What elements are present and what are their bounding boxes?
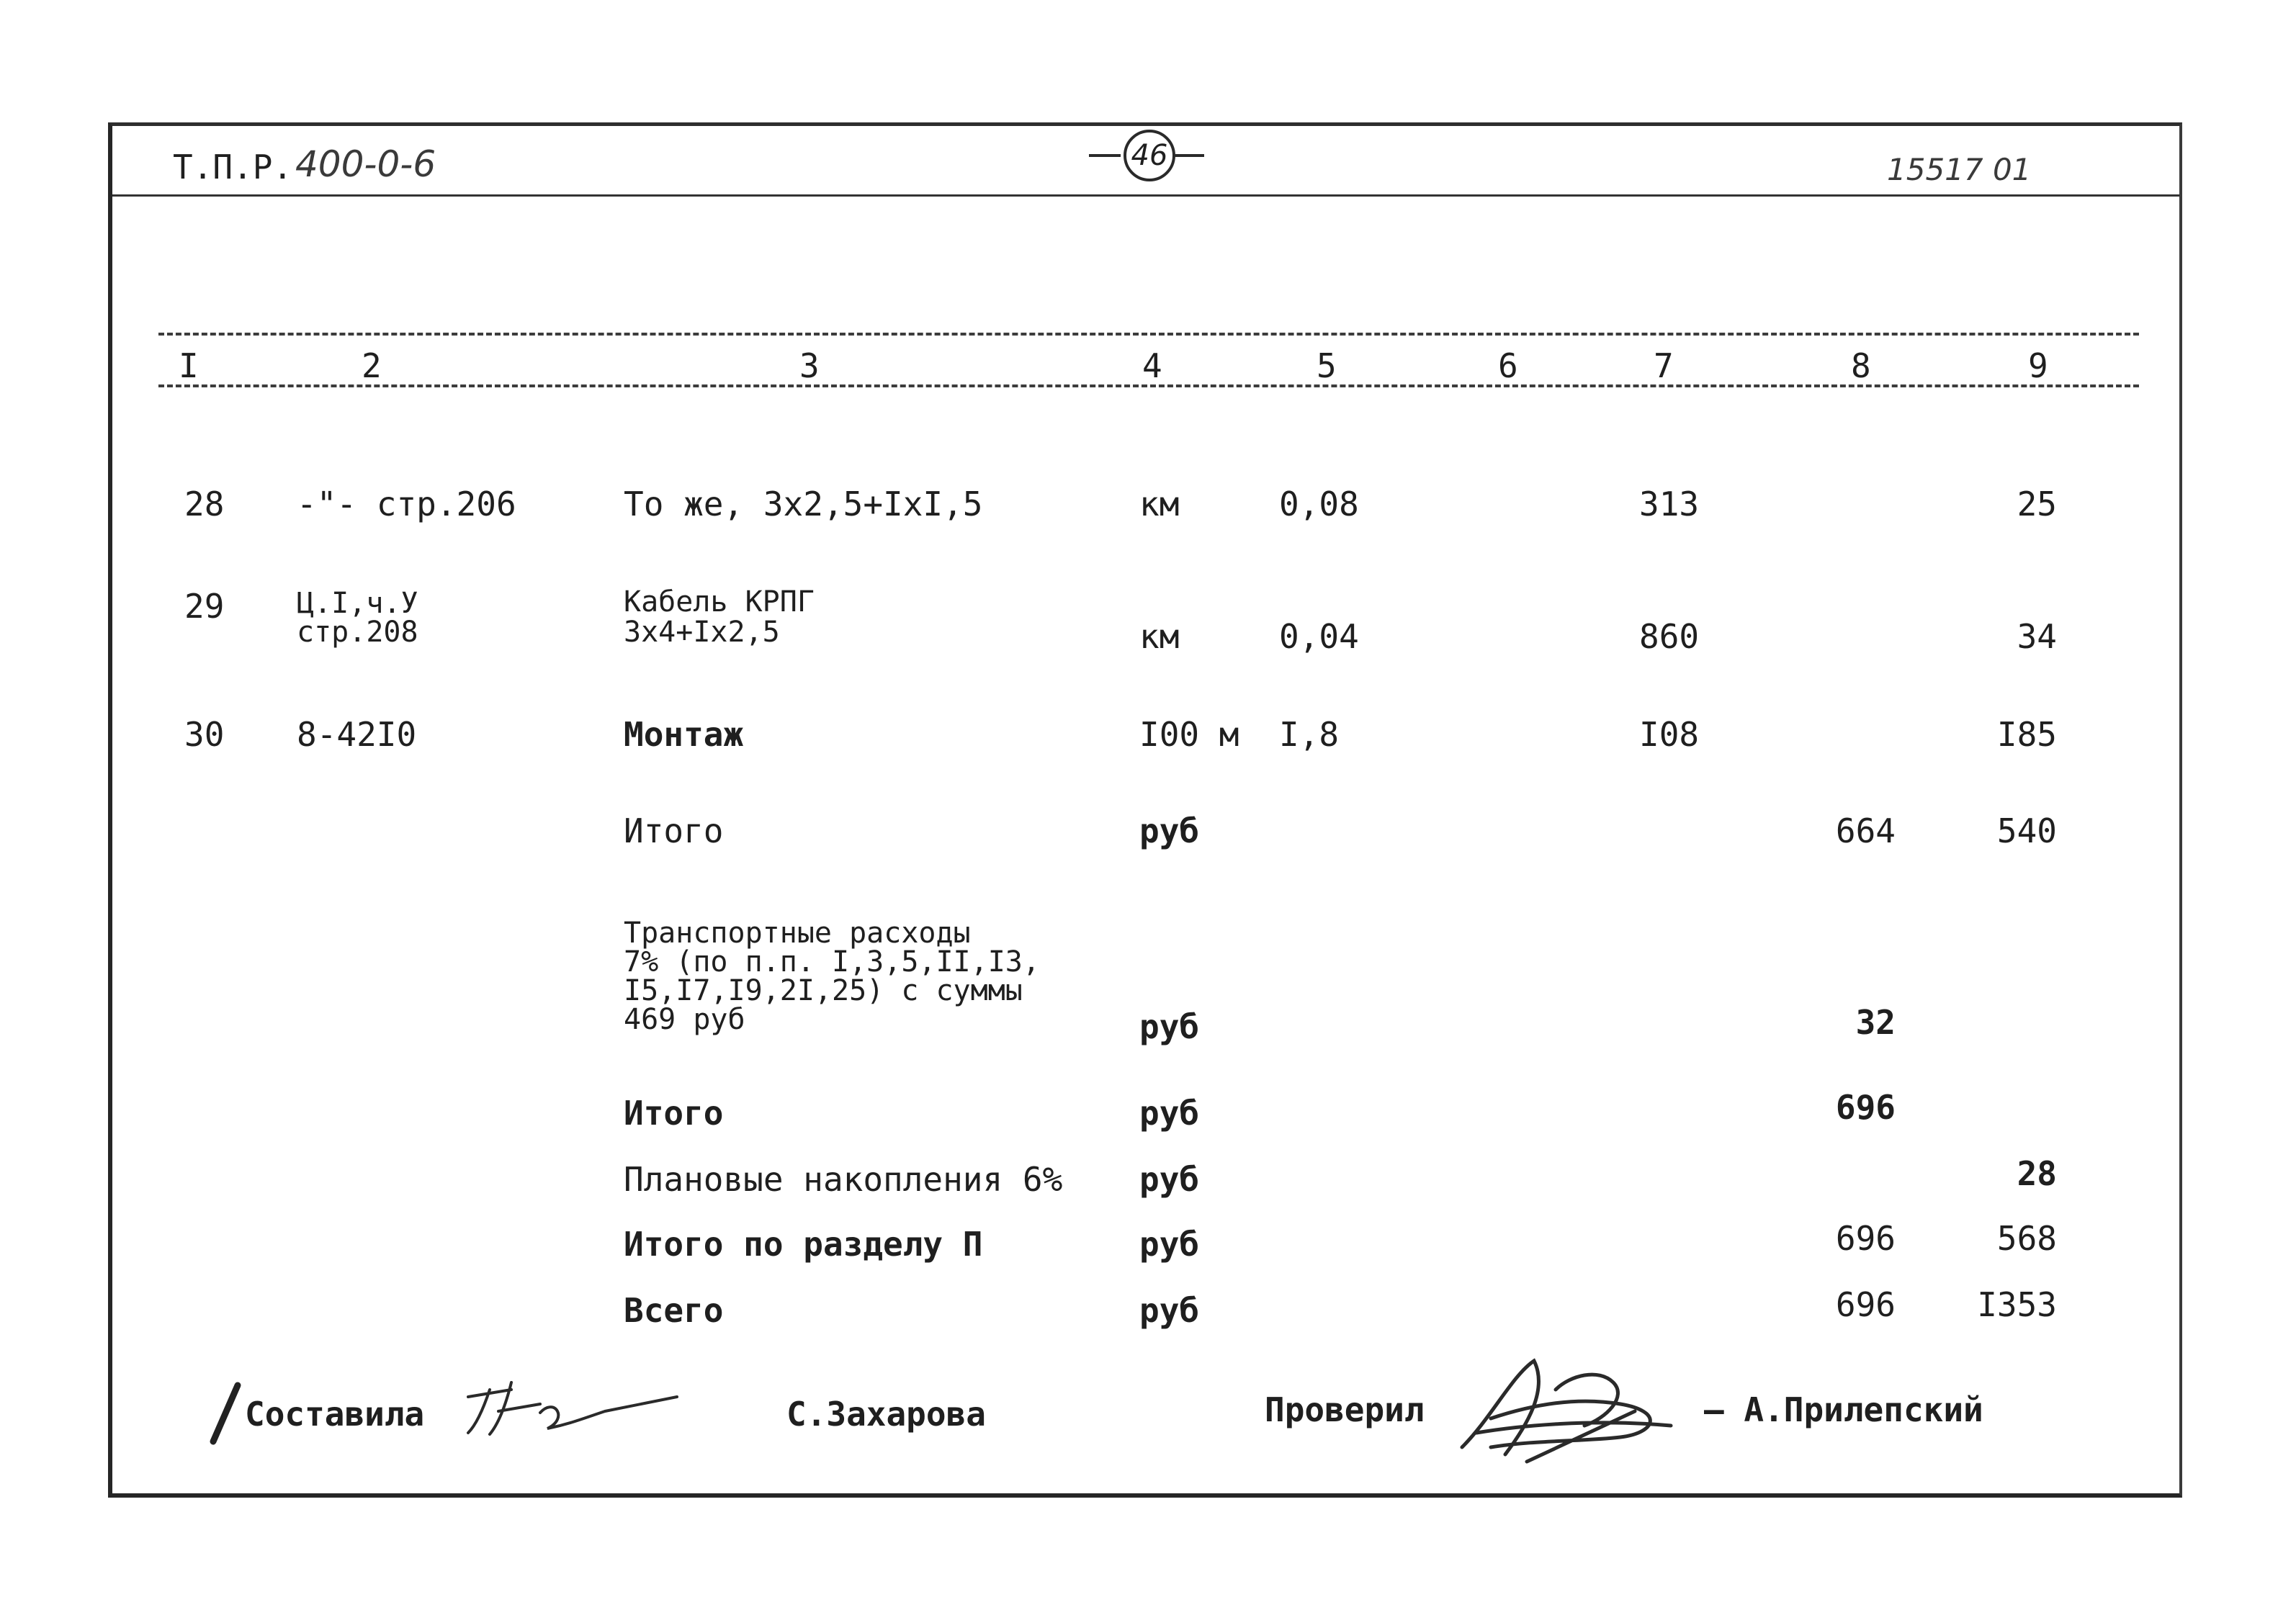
checked-label: Проверил <box>1265 1390 1425 1429</box>
doc-id: 15517 01 <box>1887 152 2032 187</box>
row-29-name: Кабель КРПГ <box>624 585 815 618</box>
pen-mark-icon <box>203 1381 246 1447</box>
row-30-name: Монтаж <box>624 715 744 754</box>
row-29-number: 29 <box>184 587 225 626</box>
subtotal-2-unit: руб <box>1139 1094 1200 1133</box>
checker-signature-icon <box>1448 1346 1685 1469</box>
planned-savings-unit: руб <box>1139 1160 1200 1199</box>
grand-total-col9: I353 <box>1977 1285 2057 1324</box>
subtotal-1-unit: руб <box>1139 811 1200 850</box>
column-header-8: 8 <box>1851 346 1871 385</box>
transport-line-4: 469 руб <box>624 1003 745 1036</box>
header-rule <box>112 194 2179 197</box>
row-29-quantity: 0,04 <box>1279 617 1359 656</box>
subtotal-1-col9: 540 <box>1996 811 2057 850</box>
planned-savings-col9: 28 <box>2017 1154 2057 1193</box>
row-28-quantity: 0,08 <box>1279 485 1359 523</box>
transport-line-1: Транспортные расходы <box>624 917 971 950</box>
section-total-col8: 696 <box>1835 1219 1896 1258</box>
row-28-unit: км <box>1139 485 1180 523</box>
row-30-number: 30 <box>184 715 225 754</box>
column-header-6: 6 <box>1498 346 1518 385</box>
page-number: 46 <box>1124 130 1175 181</box>
row-29-unit: км <box>1139 617 1180 656</box>
row-29-price: 860 <box>1639 617 1700 656</box>
row-29-col9: 34 <box>2017 617 2057 656</box>
page-number-dash-right <box>1172 154 1204 157</box>
composed-label: Составила <box>245 1395 425 1434</box>
row-28-col9: 25 <box>2017 485 2057 523</box>
checker-name: — А.Прилепский <box>1704 1390 1983 1429</box>
subtotal-2-label: Итого <box>624 1094 724 1133</box>
column-header-3: 3 <box>799 346 820 385</box>
grand-total-col8: 696 <box>1835 1285 1896 1324</box>
row-29-reference: Ц.I,ч.У <box>297 587 418 620</box>
row-28-reference: -"- стр.206 <box>297 485 516 523</box>
transport-unit: руб <box>1139 1007 1200 1046</box>
row-28-number: 28 <box>184 485 225 523</box>
row-30-quantity: I,8 <box>1279 715 1340 754</box>
column-header-4: 4 <box>1142 346 1162 385</box>
column-header-1: I <box>179 346 199 385</box>
row-28-price: 313 <box>1639 485 1700 523</box>
transport-line-3: I5,I7,I9,2I,25) с суммы <box>624 974 1023 1007</box>
composer-signature-icon <box>461 1368 706 1447</box>
subtotal-1-label: Итого <box>624 811 724 850</box>
transport-line-2: 7% (по п.п. I,3,5,II,I3, <box>624 945 1040 979</box>
column-header-2: 2 <box>362 346 382 385</box>
section-total-label: Итого по разделу П <box>624 1225 983 1264</box>
row-30-unit: I00 м <box>1139 715 1239 754</box>
composer-name: С.Захарова <box>786 1395 986 1434</box>
row-30-price: I08 <box>1639 715 1700 754</box>
doc-code-prefix: Т.П.Р. <box>173 148 293 186</box>
column-header-top-rule <box>158 333 2139 336</box>
doc-code-number: 400-0-6 <box>295 143 436 185</box>
grand-total-label: Всего <box>624 1291 724 1330</box>
section-total-col9: 568 <box>1996 1219 2057 1258</box>
column-header-5: 5 <box>1317 346 1337 385</box>
column-header-9: 9 <box>2028 346 2048 385</box>
grand-total-unit: руб <box>1139 1291 1200 1330</box>
column-header-bottom-rule <box>158 384 2139 387</box>
subtotal-2-col8: 696 <box>1835 1088 1896 1127</box>
transport-col8: 32 <box>1855 1003 1896 1042</box>
subtotal-1-col8: 664 <box>1835 811 1896 850</box>
row-30-col9: I85 <box>1996 715 2057 754</box>
row-29-reference-line2: стр.208 <box>297 616 418 649</box>
column-header-7: 7 <box>1654 346 1674 385</box>
page-number-dash-left <box>1089 154 1121 157</box>
row-30-reference: 8-42I0 <box>297 715 417 754</box>
row-28-name: То же, 3х2,5+IхI,5 <box>624 485 983 523</box>
section-total-unit: руб <box>1139 1225 1200 1264</box>
planned-savings-label: Плановые накопления 6% <box>624 1160 1063 1199</box>
row-29-name-line2: 3х4+Iх2,5 <box>624 616 780 649</box>
